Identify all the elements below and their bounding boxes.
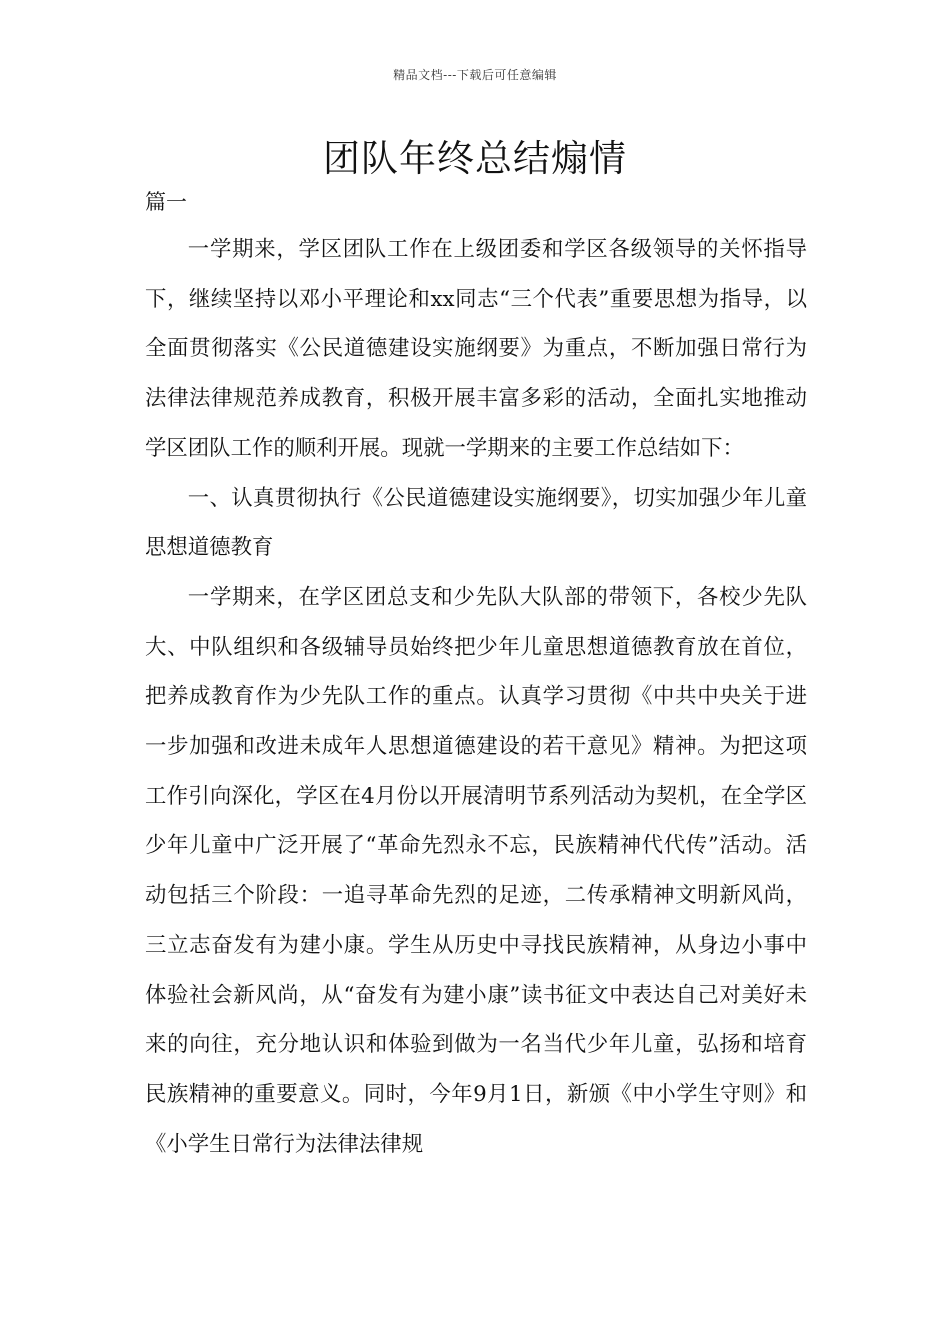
paragraph-heading-one: 一、认真贯彻执行《公民道德建设实施纲要》，切实加强少年儿童思想道德教育	[145, 485, 807, 561]
document-body	[145, 225, 807, 1169]
section-label: 篇一	[145, 190, 187, 214]
document-title: 团队年终总结煽情	[323, 137, 627, 180]
paragraph-intro: 一学期来，学区团队工作在上级团委和学区各级领导的关怀指导下，继续坚持以邓小平理论和xx同志“三个代表”重要思想为指导，以全面贯彻落实《公民道德建设实施纲要》为重点，不断加强日常行为法律法律规范养成教育，积极开展丰富多彩的活动，全面扎实地推动学区团队工作的顺利开展。现就一学期来的主要工作总结如下：	[145, 237, 807, 461]
header-note: 精品文档---下载后可任意编辑	[393, 68, 557, 82]
paragraph-detail: 一学期来，在学区团总支和少先队大队部的带领下，各校少先队大、中队组织和各级辅导员始终把少年儿童思想道德教育放在首位，把养成教育作为少先队工作的重点。认真学习贯彻《中共中央关于进一步加强和改进未成年人思想道德建设的若干意见》精神。为把这项工作引向深化，学区在4月份以开展清明节系列活动为契机，在全学区少年儿童中广泛开展了“革命先烈永不忘，民族精神代代传”活动。活动包括三个阶段：一追寻革命先烈的足迹，二传承精神文明新风尚，三立志奋发有为建小康。学生从历史中寻找民族精神，从身边小事中体验社会新风尚，从“奋发有为建小康”读书征文中表达自己对美好未来的向往，充分地认识和体验到做为一名当代少年儿童，弘扬和培育民族精神的重要意义。同时，今年9月1日，新颁《中小学生守则》和《小学生日常行为法律法律规	[145, 584, 807, 1157]
